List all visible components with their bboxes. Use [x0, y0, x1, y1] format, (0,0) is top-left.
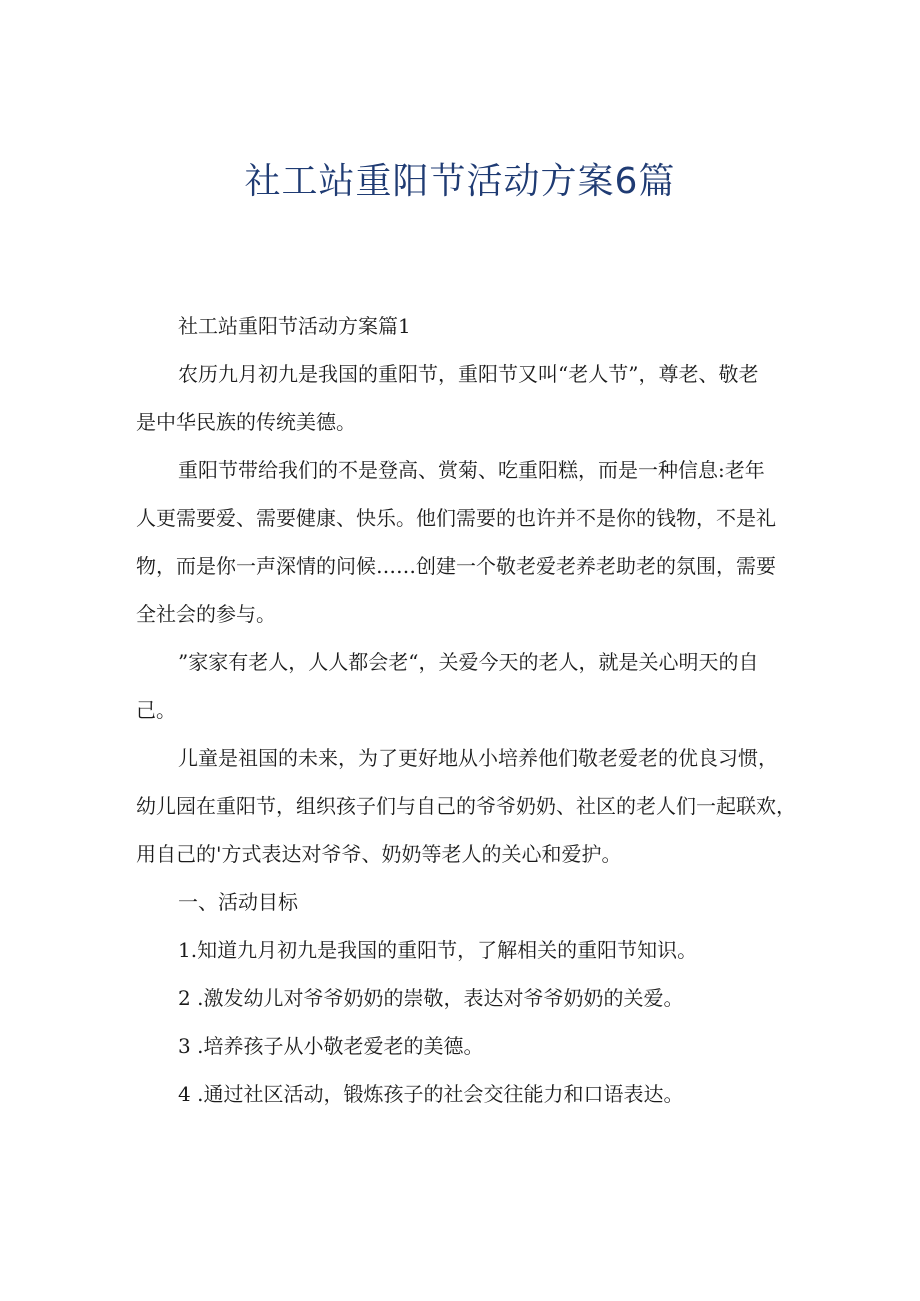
paragraph-line: 物，而是你一声深情的问候……创建一个敬老爱老养老助老的氛围，需要	[136, 554, 776, 578]
paragraph-line: 重阳节带给我们的不是登高、赏菊、吃重阳糕，而是一种信息:老年	[178, 458, 765, 482]
section-heading: 社工站重阳节活动方案篇1	[178, 314, 411, 338]
paragraph-line: 用自己的'方式表达对爷爷、奶奶等老人的关心和爱护。	[136, 842, 622, 866]
paragraph-line: 人更需要爱、需要健康、快乐。他们需要的也许并不是你的钱物，不是礼	[136, 506, 776, 530]
list-item: 1.知道九月初九是我国的重阳节，了解相关的重阳节知识。	[178, 938, 698, 962]
list-item: 2 .激发幼儿对爷爷奶奶的崇敬，表达对爷爷奶奶的关爱。	[178, 986, 684, 1010]
list-item: 4 .通过社区活动，锻炼孩子的社会交往能力和口语表达。	[178, 1082, 684, 1106]
paragraph-line: 农历九月初九是我国的重阳节，重阳节又叫“老人节”，尊老、敬老	[178, 362, 759, 386]
document-title: 社工站重阳节活动方案6篇	[244, 161, 676, 202]
paragraph-line: 是中华民族的传统美德。	[136, 410, 356, 434]
paragraph-line: 全社会的参与。	[136, 602, 276, 626]
section-heading: 一、活动目标	[178, 890, 298, 914]
paragraph-line: 己。	[136, 698, 176, 722]
paragraph-line: 儿童是祖国的未来，为了更好地从小培养他们敬老爱老的优良习惯，	[178, 746, 778, 770]
list-item: 3 .培养孩子从小敬老爱老的美德。	[178, 1034, 484, 1058]
paragraph-line: ”家家有老人，人人都会老“，关爱今天的老人，就是关心明天的自	[178, 650, 759, 674]
paragraph-line: 幼儿园在重阳节，组织孩子们与自己的爷爷奶奶、社区的老人们一起联欢，	[136, 794, 796, 818]
